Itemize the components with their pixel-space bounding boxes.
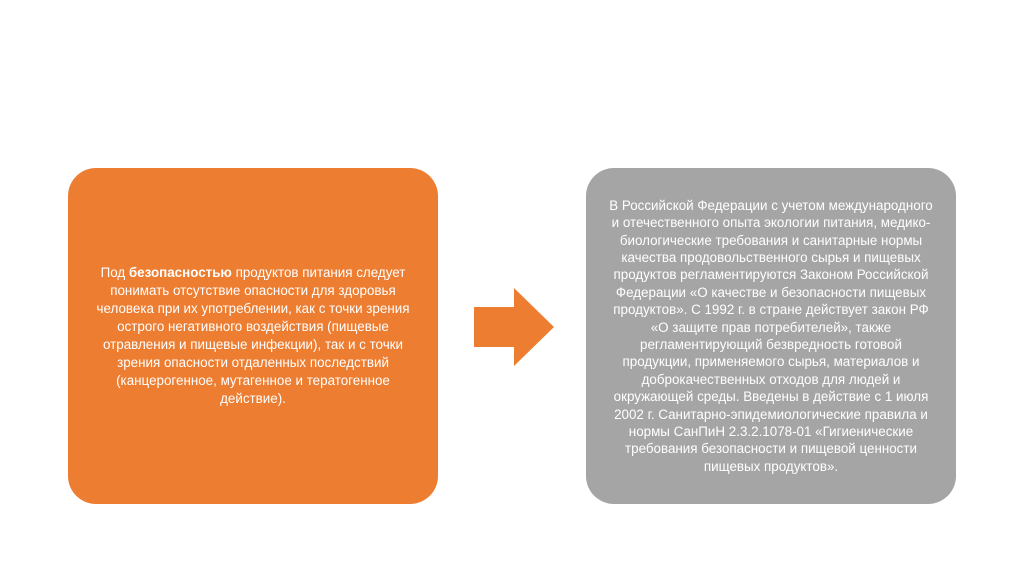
definition-prefix: Под	[100, 265, 129, 280]
definition-box	[68, 168, 438, 504]
arrow-right-icon	[474, 288, 554, 366]
definition-suffix: продуктов питания следует понимать отсутствие опасности для здоровья человека при их употреблении, как с точки зрения острого негативного воздействия (пищевые отравления и пищевые инфекции), так и с точки зрения опасности отдаленных последствий (канцерогенное, мутагенное и тератогенное действие).	[96, 265, 410, 406]
regulation-box	[586, 168, 956, 504]
regulation-text: В Российской Федерации с учетом международного и отечественного опыта экологии питания, медико-биологические требования и санитарные нормы качества продовольственного сырья и пищевых продуктов регламентируются Законом Российской Федерации «О качестве и безопасности пищевых продуктов». С 1992 г. в стране действует закон РФ «О защите прав потребителей», также регламентирующий безвредность готовой продукции, применяемого сырья, материалов и доброкачественных отходов для людей и окружающей среды. Введены в действие с 1 июля 2002 г. Санитарно-эпидемиологические правила и нормы СанПиН 2.3.2.1078-01 «Гигиенические требования безопасности и пищевой ценности пищевых продуктов».	[609, 197, 933, 474]
definition-term: безопасностью	[128, 265, 232, 280]
definition-text	[94, 264, 412, 408]
